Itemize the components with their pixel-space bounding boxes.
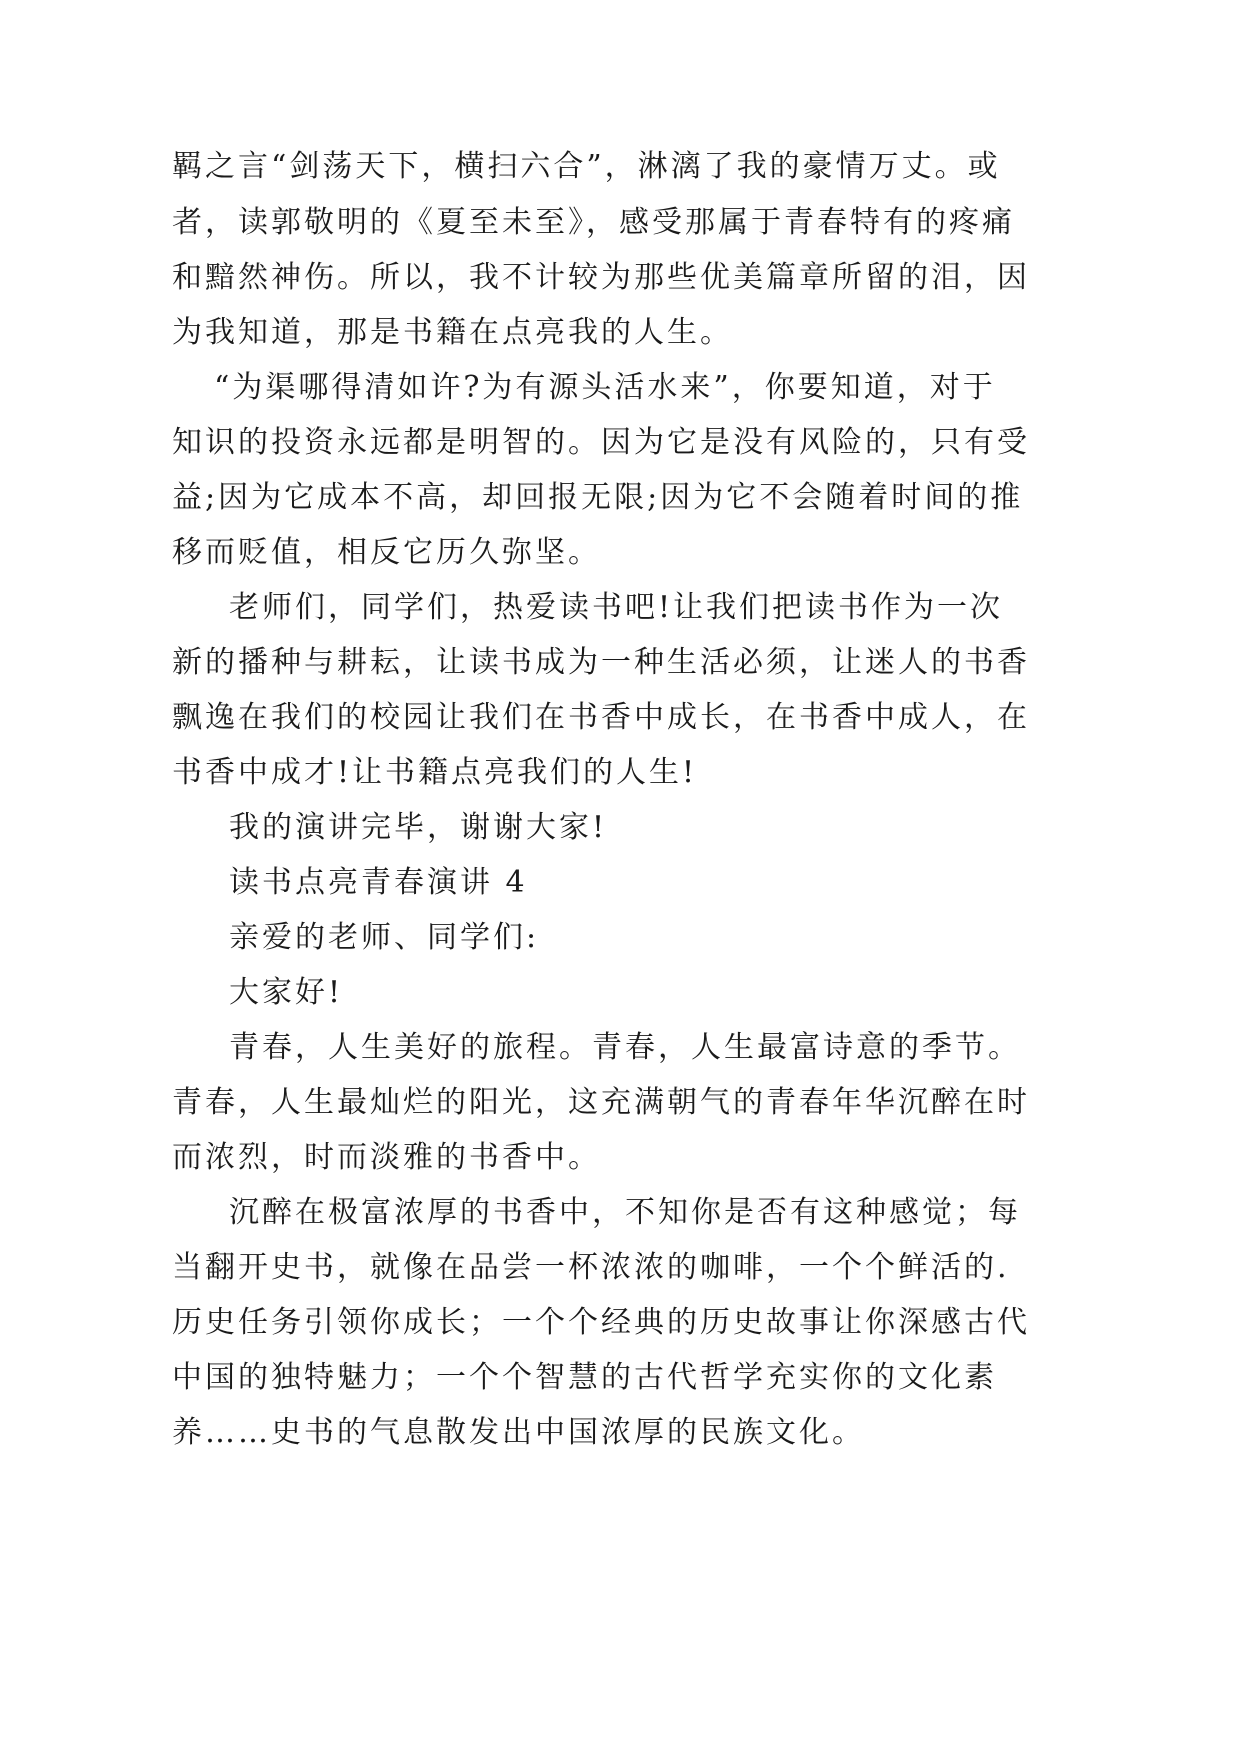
text-line: 老师们，同学们，热爱读书吧!让我们把读书作为一次 [229,590,1004,625]
greeting: 大家好! [229,975,344,1010]
text-line: 益;因为它成本不高，却回报无限;因为它不会随着时间的推 [172,480,1024,515]
salutation: 亲爱的老师、同学们: [229,920,540,955]
text-line: 飘逸在我们的校园让我们在书香中成长，在书香中成人，在 [172,700,1030,735]
text-line: 新的播种与耕耘，让读书成为一种生活必须，让迷人的书香 [172,645,1030,680]
text-line: 知识的投资永远都是明智的。因为它是没有风险的，只有受 [172,425,1030,460]
text-line: 和黯然神伤。所以，我不计较为那些优美篇章所留的泪，因 [172,260,1030,295]
text-line: “为渠哪得清如许?为有源头活水来”，你要知道，对于 [214,370,996,405]
text-line: 沉醉在极富浓厚的书香中，不知你是否有这种感觉；每 [229,1195,1021,1230]
text-line: 当翻开史书，就像在品尝一杯浓浓的咖啡，一个个鲜活的. [172,1250,1010,1285]
section-heading: 读书点亮青春演讲 4 [229,865,528,900]
text-line: 中国的独特魅力；一个个智慧的古代哲学充实你的文化素 [172,1360,997,1395]
text-line: 而浓烈，时而淡雅的书香中。 [172,1140,601,1175]
text-line: 羁之言“剑荡天下，横扫六合”，淋漓了我的豪情万丈。或 [172,149,1001,184]
text-line: 青春，人生最灿烂的阳光，这充满朝气的青春年华沉醉在时 [172,1085,1030,1120]
text-line: 养……史书的气息散发出中国浓厚的民族文化。 [172,1415,865,1450]
text-line: 者，读郭敬明的《夏至未至》，感受那属于青春特有的疼痛 [172,205,1015,240]
text-line: 移而贬值，相反它历久弥坚。 [172,535,601,570]
text-line: 青春，人生美好的旅程。青春，人生最富诗意的季节。 [229,1030,1021,1065]
text-line: 为我知道，那是书籍在点亮我的人生。 [172,315,733,350]
text-line: 历史任务引领你成长；一个个经典的历史故事让你深感古代 [172,1305,1030,1340]
text-line: 书香中成才!让书籍点亮我们的人生! [172,755,698,790]
text-line: 我的演讲完毕，谢谢大家! [229,810,608,845]
